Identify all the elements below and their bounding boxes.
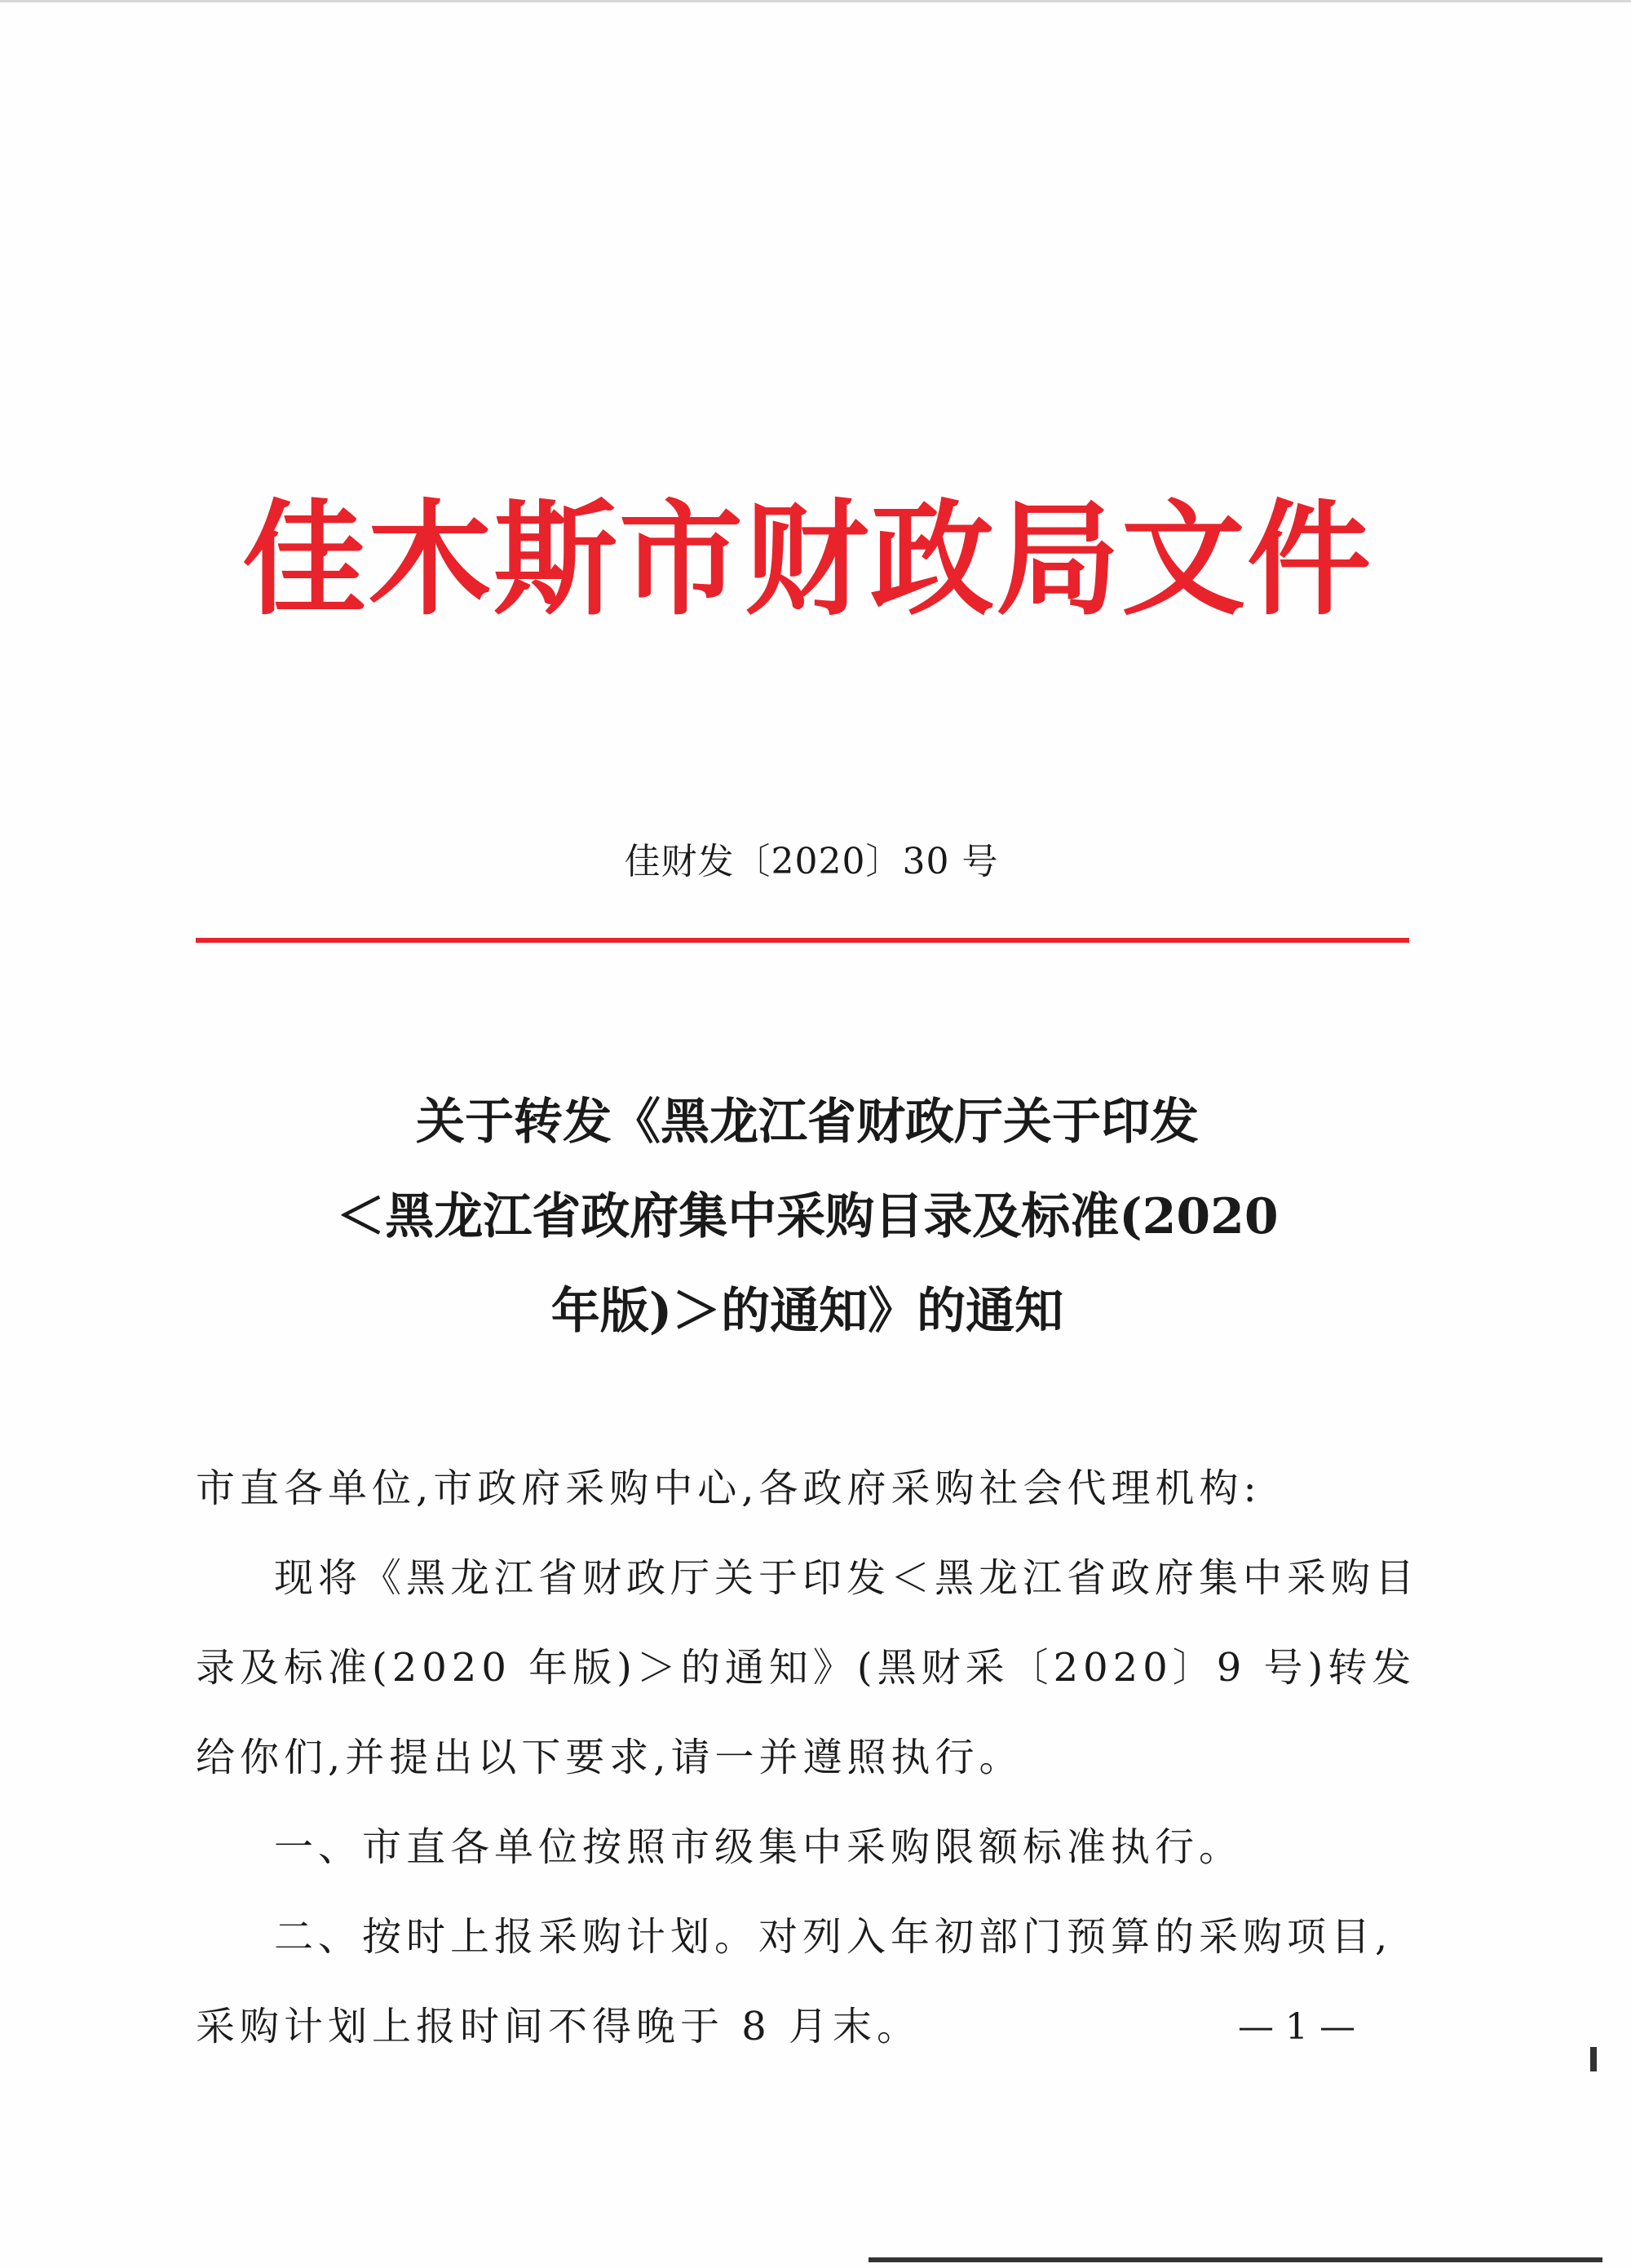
addressee: 市直各单位,市政府采购中心,各政府采购社会代理机构: [196,1466,1262,1511]
scan-edge-mark [869,2257,1602,2262]
document-number: 佳财发〔2020〕30 号 [624,841,999,882]
requirement-item-1: 一、市直各单位按照市级集中采购限额标准执行。 [274,1824,1244,1870]
scan-edge-mark [0,0,1631,2]
document-title [196,1075,1419,1359]
page-number: — 1 — [1238,2006,1355,2048]
document-body [196,1443,1419,2071]
red-divider-line [196,938,1409,943]
requirement-item-2: 二、按时上报采购计划。对列入年初部门预算的采购项目,采购计划上报时间不得晚于 8 月末。 [196,1914,1393,2049]
title-line-1: 关于转发《黑龙江省财政厅关于印发 [416,1094,1199,1151]
masthead-title: 佳木斯市财政局文件 [242,486,1372,632]
body-paragraph: 现将《黑龙江省财政厅关于印发＜黑龙江省政府集中采购目录及标准(2020 年版)＞的通知》(黑财采〔2020〕9 号)转发给你们,并提出以下要求,请一并遵照执行。 [196,1555,1420,1780]
title-line-2: ＜黑龙江省政府集中采购目录及标准(2020 [336,1188,1279,1245]
title-line-3: 年版)＞的通知》的通知 [550,1283,1064,1340]
scan-edge-mark [1590,2047,1597,2071]
